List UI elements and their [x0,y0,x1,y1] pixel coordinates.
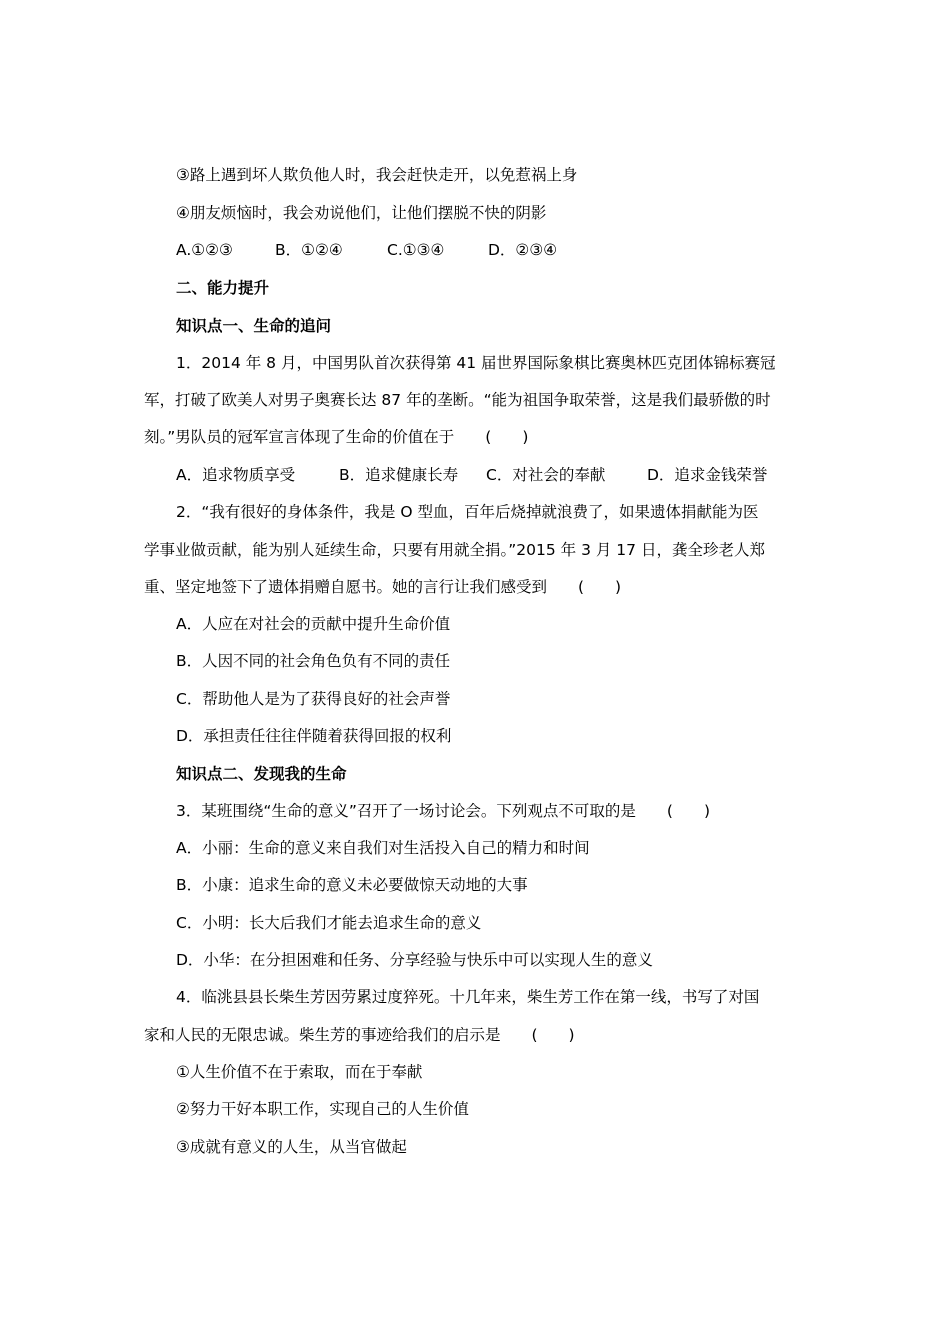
option-b: B．追求健康长寿 [339,466,459,484]
question-1-line-3: 刻。”男队员的冠军宣言体现了生命的价值在于 ( ) [144,428,529,446]
option-c: C．对社会的奉献 [486,466,606,484]
question-2-line-2: 学事业做贡献，能为别人延续生命，只要有用就全捐。”2015 年 3 月 17 日，龚全珍老人郑 [144,541,765,559]
question-2-option-d: D．承担责任往往伴随着获得回报的权利 [176,727,452,745]
option-b: B．①②④ [275,241,343,259]
question-4-line-2: 家和人民的无限忠诚。柴生芳的事迹给我们的启示是 ( ) [144,1026,575,1044]
question-3-option-a: A．小丽：生命的意义来自我们对生活投入自己的精力和时间 [176,839,590,857]
section-heading: 二、能力提升 [176,279,270,297]
knowledge-point-1-heading: 知识点一、生命的追问 [176,317,332,335]
option-d: D．追求金钱荣誉 [647,466,768,484]
question-2-option-a: A．人应在对社会的贡献中提升生命价值 [176,615,451,633]
option-a: A.①②③ [176,241,233,259]
question-4-statement-1: ①人生价值不在于索取，而在于奉献 [176,1063,423,1081]
question-4-statement-3: ③成就有意义的人生，从当官做起 [176,1138,407,1156]
question-2-line-1: 2．“我有很好的身体条件，我是 O 型血，百年后烧掉就浪费了，如果遗体捐献能为医 [176,503,759,521]
option-d: D．②③④ [488,241,558,259]
question-4-statement-2: ②努力干好本职工作，实现自己的人生价值 [176,1100,469,1118]
question-3-option-d: D．小华：在分担困难和任务、分享经验与快乐中可以实现人生的意义 [176,951,653,969]
statement-4: ④朋友烦恼时，我会劝说他们，让他们摆脱不快的阴影 [176,204,547,222]
option-a: A．追求物质享受 [176,466,296,484]
question-3-option-c: C．小明：长大后我们才能去追求生命的意义 [176,914,482,932]
knowledge-point-2-heading: 知识点二、发现我的生命 [176,765,347,783]
question-1-line-2: 军，打破了欧美人对男子奥赛长达 87 年的垄断。“能为祖国争取荣誉，这是我们最骄傲的时 [144,391,771,409]
question-2-option-b: B．人因不同的社会角色负有不同的责任 [176,652,451,670]
question-3-stem: 3．某班围绕“生命的意义”召开了一场讨论会。下列观点不可取的是 ( ) [176,802,711,820]
question-2-option-c: C．帮助他人是为了获得良好的社会声誉 [176,690,451,708]
question-4-line-1: 4．临洮县县长柴生芳因劳累过度猝死。十几年来，柴生芳工作在第一线，书写了对国 [176,988,760,1006]
statement-3: ③路上遇到坏人欺负他人时，我会赶快走开，以免惹祸上身 [176,166,578,184]
question-2-line-3: 重、坚定地签下了遗体捐赠自愿书。她的言行让我们感受到 ( ) [144,578,622,596]
question-1-line-1: 1．2014 年 8 月，中国男队首次获得第 41 届世界国际象棋比赛奥林匹克团体锦标赛冠 [176,354,776,372]
question-3-option-b: B．小康：追求生命的意义未必要做惊天动地的大事 [176,876,528,894]
option-c: C.①③④ [387,241,445,259]
